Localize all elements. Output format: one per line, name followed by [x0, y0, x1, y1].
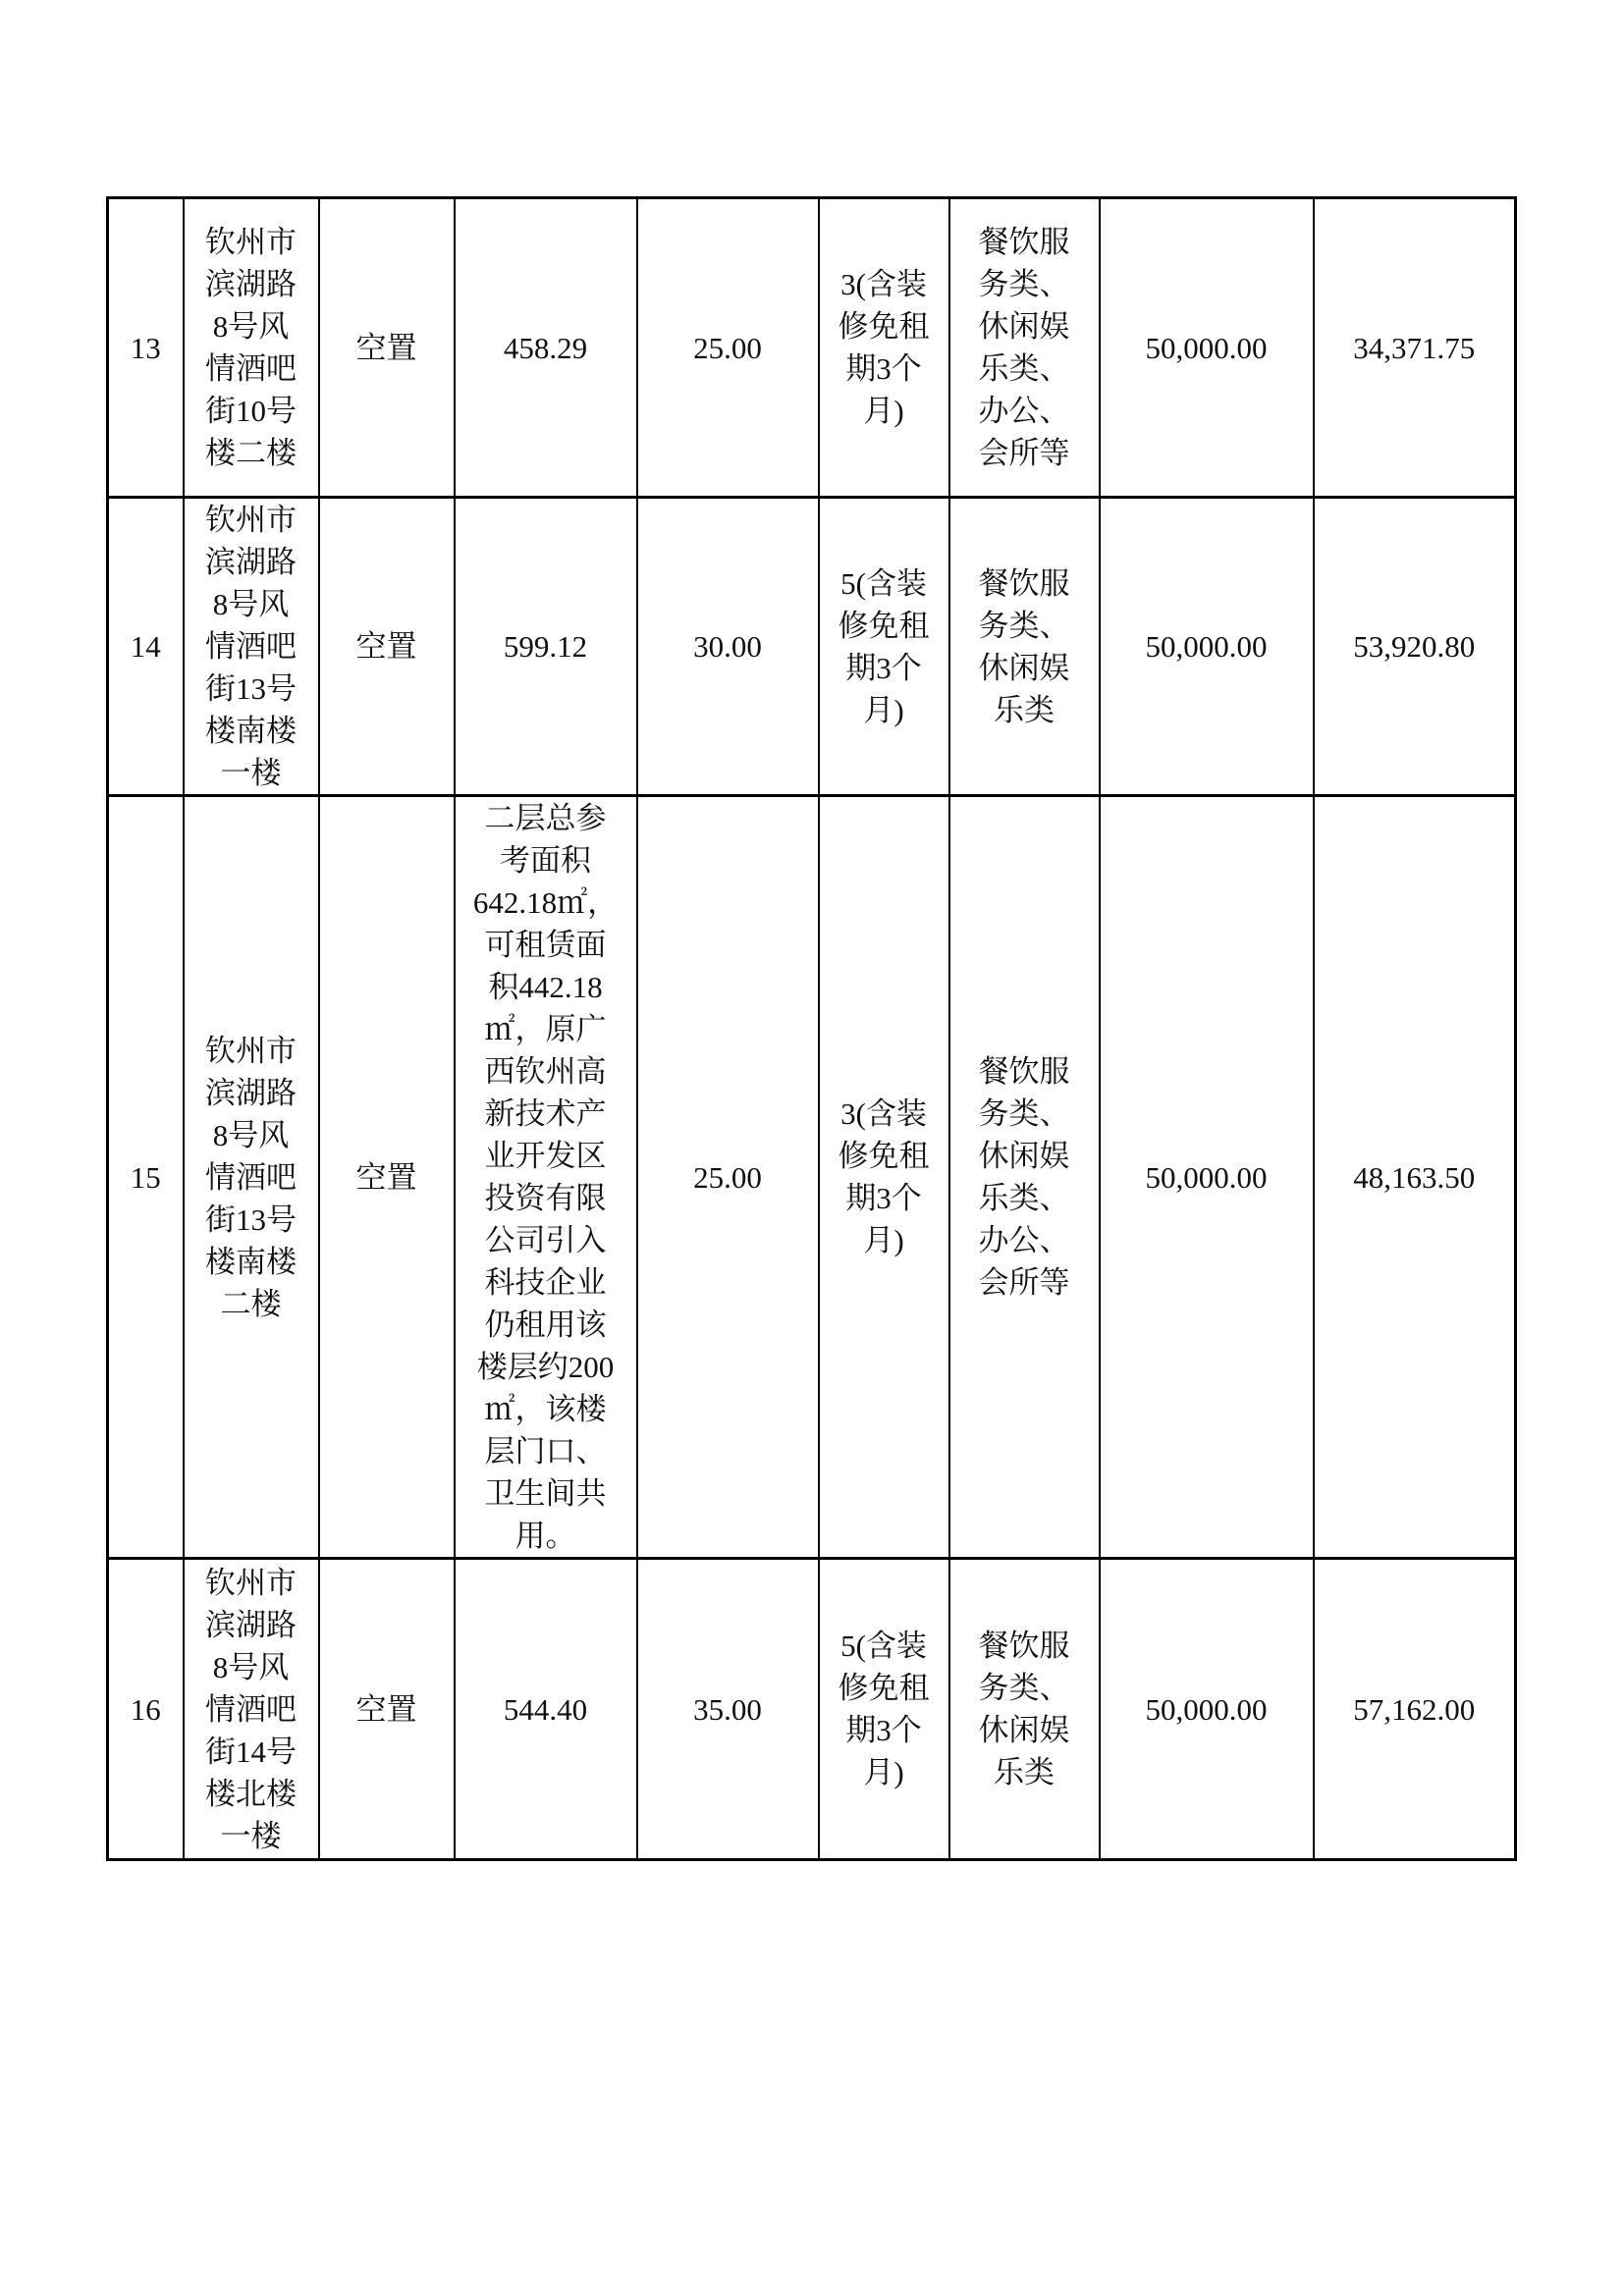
row16-area-cell	[455, 1559, 637, 1860]
row15-business-cell	[949, 796, 1100, 1559]
row14-amount: 53,920.80	[1353, 629, 1476, 664]
row14-location: 钦州市滨湖路8号风情酒吧街13号楼南楼一楼	[205, 503, 297, 790]
row14-price: 30.00	[693, 629, 762, 664]
row15-price-cell	[637, 796, 819, 1559]
row14-status: 空置	[355, 629, 417, 664]
row14-price-cell	[637, 498, 819, 796]
row14-area: 599.12	[503, 629, 588, 664]
row16-deposit: 50,000.00	[1145, 1691, 1268, 1727]
row13-deposit: 50,000.00	[1145, 330, 1268, 365]
row15-seq-cell	[108, 796, 184, 1559]
row16-location-cell	[184, 1559, 319, 1860]
row14-lease-cell	[819, 498, 949, 796]
row16-area: 544.40	[503, 1691, 588, 1727]
row14-seq-cell	[108, 498, 184, 796]
row15-amount-cell	[1314, 796, 1516, 1559]
row13-business: 餐饮服务类、休闲娱乐类、办公、会所等	[978, 225, 1070, 470]
row14-seq: 14	[130, 629, 161, 664]
row15-seq: 15	[130, 1159, 161, 1195]
row16-amount-cell	[1314, 1559, 1516, 1860]
row16-location: 钦州市滨湖路8号风情酒吧街14号楼北楼一楼	[205, 1565, 297, 1853]
row15-area-cell	[455, 796, 637, 1559]
row14-business-cell	[949, 498, 1100, 796]
row14-business: 餐饮服务类、休闲娱乐类	[978, 565, 1070, 727]
row13-area: 458.29	[503, 330, 588, 365]
row14-amount-cell	[1314, 498, 1516, 796]
row16-seq: 16	[130, 1691, 161, 1727]
row13-deposit-cell	[1100, 198, 1314, 498]
row13-status: 空置	[355, 330, 417, 365]
row13-seq-cell	[108, 198, 184, 498]
row16-seq-cell	[108, 1559, 184, 1860]
row15-status: 空置	[355, 1159, 417, 1195]
table-row-15	[108, 796, 1516, 1559]
row16-price: 35.00	[693, 1691, 762, 1727]
row13-location: 钦州市滨湖路8号风情酒吧街10号楼二楼	[205, 225, 297, 470]
row15-location: 钦州市滨湖路8号风情酒吧街13号楼南楼二楼	[205, 1033, 297, 1321]
row13-lease-cell	[819, 198, 949, 498]
row14-deposit-cell	[1100, 498, 1314, 796]
row13-price: 25.00	[693, 330, 762, 365]
row13-price-cell	[637, 198, 819, 498]
row15-area-note: 二层总参考面积642.18㎡，可租赁面积442.18㎡，原广西钦州高新技术产业开发区投资有限公司引入科技企业仍租用该楼层约200㎡，该楼层门口、卫生间共用。	[472, 801, 619, 1553]
row16-status: 空置	[355, 1691, 417, 1727]
row13-area-cell	[455, 198, 637, 498]
row13-location-cell	[184, 198, 319, 498]
row13-seq: 13	[130, 330, 161, 365]
row15-amount: 48,163.50	[1353, 1159, 1476, 1195]
row15-deposit: 50,000.00	[1145, 1159, 1268, 1195]
row14-deposit: 50,000.00	[1145, 629, 1268, 664]
row13-status-cell	[319, 198, 455, 498]
row13-lease: 3(含装修免租期3个月)	[838, 267, 930, 428]
row13-amount-cell	[1314, 198, 1516, 498]
row15-lease-cell	[819, 796, 949, 1559]
row16-lease-cell	[819, 1559, 949, 1860]
row15-price: 25.00	[693, 1159, 762, 1195]
row16-lease: 5(含装修免租期3个月)	[838, 1629, 930, 1789]
table-row-14	[108, 498, 1516, 796]
table-row-16	[108, 1559, 1516, 1860]
row16-business-cell	[949, 1559, 1100, 1860]
row16-deposit-cell	[1100, 1559, 1314, 1860]
row13-business-cell	[949, 198, 1100, 498]
row15-status-cell	[319, 796, 455, 1559]
row15-business: 餐饮服务类、休闲娱乐类、办公、会所等	[978, 1054, 1070, 1300]
row16-amount: 57,162.00	[1353, 1691, 1476, 1727]
row15-deposit-cell	[1100, 796, 1314, 1559]
row14-location-cell	[184, 498, 319, 796]
row14-status-cell	[319, 498, 455, 796]
row14-area-cell	[455, 498, 637, 796]
lease-table	[106, 196, 1517, 1861]
row14-lease: 5(含装修免租期3个月)	[838, 565, 930, 727]
row15-lease: 3(含装修免租期3个月)	[838, 1096, 930, 1257]
row13-amount: 34,371.75	[1353, 330, 1476, 365]
row16-business: 餐饮服务类、休闲娱乐类	[978, 1629, 1070, 1789]
row16-price-cell	[637, 1559, 819, 1860]
row16-status-cell	[319, 1559, 455, 1860]
table-row-13	[108, 198, 1516, 498]
row15-location-cell	[184, 796, 319, 1559]
